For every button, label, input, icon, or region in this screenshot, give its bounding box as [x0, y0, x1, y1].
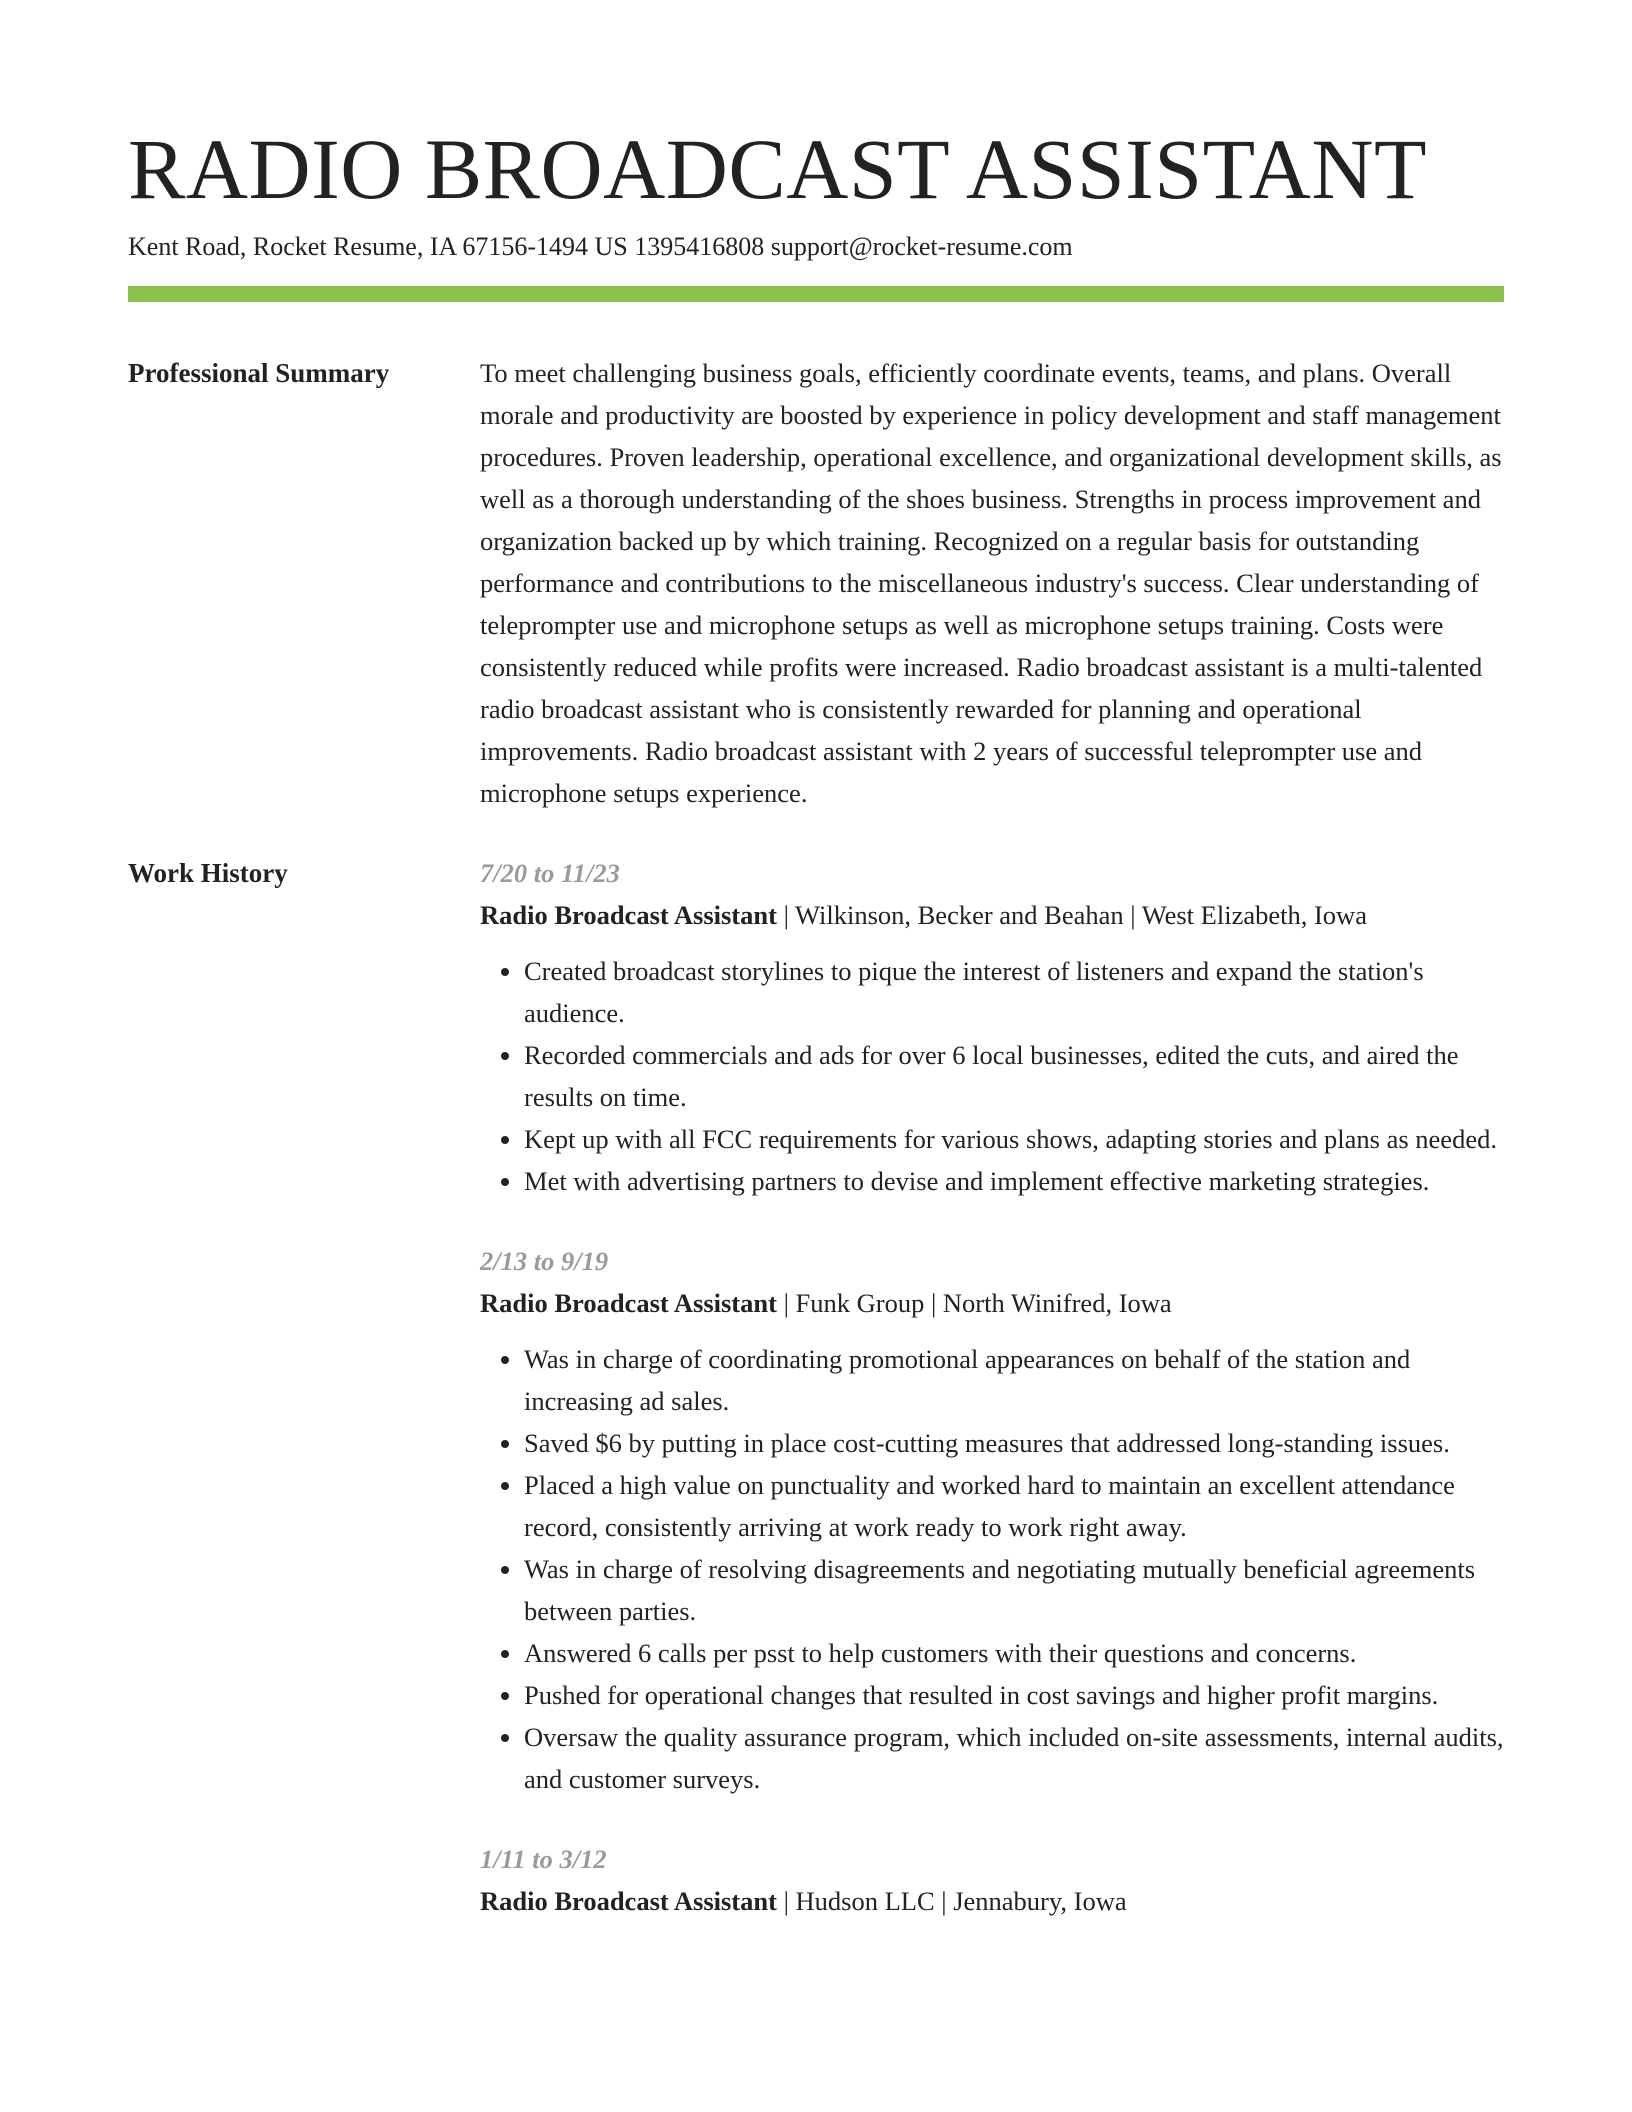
job-title: Radio Broadcast Assistant	[480, 1886, 777, 1917]
job-entry	[480, 1240, 1504, 1800]
contact-line: Kent Road, Rocket Resume, IA 67156-1494 US 1395416808 support@rocket-resume.com	[128, 232, 1073, 262]
job-employer-location: | Wilkinson, Becker and Beahan | West Elizabeth, Iowa	[776, 900, 1367, 931]
section-label-summary: Professional Summary	[128, 358, 390, 389]
job-dates: 2/13 to 9/19	[480, 1246, 609, 1277]
job-bullet: • Kept up with all FCC requirements for various shows, adapting stories and plans as needed.	[524, 1118, 1504, 1160]
job-employer-location: | Funk Group | North Winifred, Iowa	[776, 1288, 1172, 1319]
job-bullet: • Oversaw the quality assurance program, which included on-site assessments, internal audits, and customer surveys.	[524, 1716, 1504, 1800]
job-bullet: • Was in charge of coordinating promotional appearances on behalf of the station and increasing ad sales.	[524, 1338, 1504, 1422]
job-bullet: • Placed a high value on punctuality and worked hard to maintain an excellent attendance record, consistently arriving at work ready to work right away.	[524, 1464, 1504, 1548]
section-label-work: Work History	[128, 858, 288, 889]
job-bullet: • Met with advertising partners to devise and implement effective marketing strategies.	[524, 1160, 1504, 1202]
accent-divider	[128, 286, 1504, 302]
job-title-line	[480, 1880, 1504, 1922]
job-entry	[480, 1838, 1504, 1922]
job-bullet-list	[480, 950, 1504, 1202]
work-history-section	[128, 852, 1504, 1960]
resume-name: RADIO BROADCAST ASSISTANT	[128, 121, 1428, 217]
work-history-body	[480, 852, 1504, 1960]
job-bullet: • Answered 6 calls per psst to help customers with their questions and concerns.	[524, 1632, 1504, 1674]
job-title-line	[480, 894, 1504, 936]
job-bullet: • Created broadcast storylines to pique the interest of listeners and expand the station's audience.	[524, 950, 1504, 1034]
job-bullet: • Saved $6 by putting in place cost-cutting measures that addressed long-standing issues.	[524, 1422, 1504, 1464]
job-bullet: • Pushed for operational changes that resulted in cost savings and higher profit margins.	[524, 1674, 1504, 1716]
job-bullet-list	[480, 1338, 1504, 1800]
job-bullet: • Recorded commercials and ads for over 6 local businesses, edited the cuts, and aired the results on time.	[524, 1034, 1504, 1118]
summary-text: To meet challenging business goals, efficiently coordinate events, teams, and plans. Overall morale and productivity are boosted by experience in policy development and staff management procedures. Proven leadership, operational excellence, and organizational development skills, as well as a thorough understanding of the shoes business. Strengths in process improvement and organization backed up by which training. Recognized on a regular basis for outstanding performance and contributions to the miscellaneous industry's success. Clear understanding of teleprompter use and microphone setups as well as microphone setups training. Costs were consistently reduced while profits were increased. Radio broadcast assistant is a multi-talented radio broadcast assistant who is consistently rewarded for planning and operational improvements. Radio broadcast assistant with 2 years of successful teleprompter use and microphone setups experience.	[480, 358, 1502, 809]
job-employer-location: | Hudson LLC | Jennabury, Iowa	[776, 1886, 1127, 1917]
job-entry	[480, 852, 1504, 1202]
resume-page	[128, 118, 1504, 1960]
summary-body	[480, 352, 1504, 814]
professional-summary-section	[128, 352, 1504, 814]
job-title: Radio Broadcast Assistant	[480, 1288, 777, 1319]
job-title: Radio Broadcast Assistant	[480, 900, 777, 931]
job-dates: 1/11 to 3/12	[480, 1844, 607, 1875]
job-dates: 7/20 to 11/23	[480, 858, 620, 889]
job-bullet: • Was in charge of resolving disagreements and negotiating mutually beneficial agreements between parties.	[524, 1548, 1504, 1632]
job-title-line	[480, 1282, 1504, 1324]
